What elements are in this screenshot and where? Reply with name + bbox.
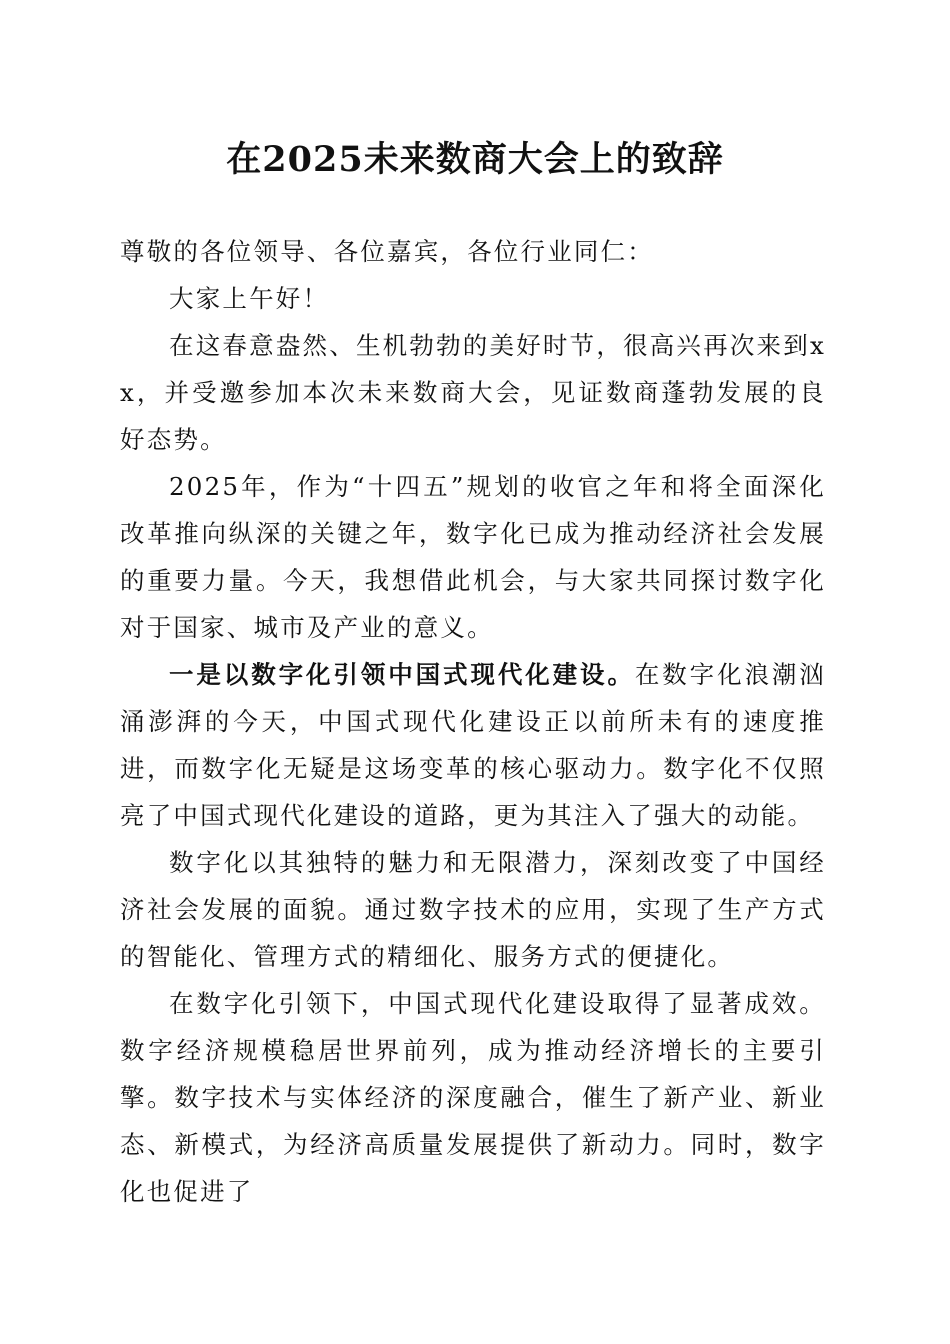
- greeting: 大家上午好！: [169, 284, 330, 313]
- salutation: 尊敬的各位领导、各位嘉宾，各位行业同仁：: [120, 237, 654, 266]
- document-title: 在2025未来数商大会上的致辞: [226, 139, 724, 180]
- section-one-text: 在数字化浪潮汹涌澎湃的今天，中国式现代化建设正以前所未有的速度推进，而数字化无疑是这场变革的核心驱动力。数字化不仅照亮了中国式现代化建设的道路，更为其注入了强大的动能。: [120, 660, 826, 830]
- paragraph-context: 2025年，作为“十四五”规划的收官之年和将全面深化改革推向纵深的关键之年，数字化已成为推动经济社会发展的重要力量。今天，我想借此机会，与大家共同探讨数字化对于国家、城市及产业的意义。: [120, 472, 826, 642]
- document-body: [120, 228, 826, 1215]
- section-one-heading: 一是以数字化引领中国式现代化建设。: [169, 660, 635, 689]
- paragraph-section-one: [120, 651, 826, 839]
- paragraph-achievements: 在数字化引领下，中国式现代化建设取得了显著成效。数字经济规模稳居世界前列，成为推动经济增长的主要引擎。数字技术与实体经济的深度融合，催生了新产业、新业态、新模式，为经济高质量发展提供了新动力。同时，数字化也促进了: [120, 989, 826, 1206]
- paragraph-digital-impact: 数字化以其独特的魅力和无限潜力，深刻改变了中国经济社会发展的面貌。通过数字技术的应用，实现了生产方式的智能化、管理方式的精细化、服务方式的便捷化。: [120, 848, 826, 971]
- paragraph-opening: 在这春意盎然、生机勃勃的美好时节，很高兴再次来到xx，并受邀参加本次未来数商大会，见证数商蓬勃发展的良好态势。: [120, 331, 826, 454]
